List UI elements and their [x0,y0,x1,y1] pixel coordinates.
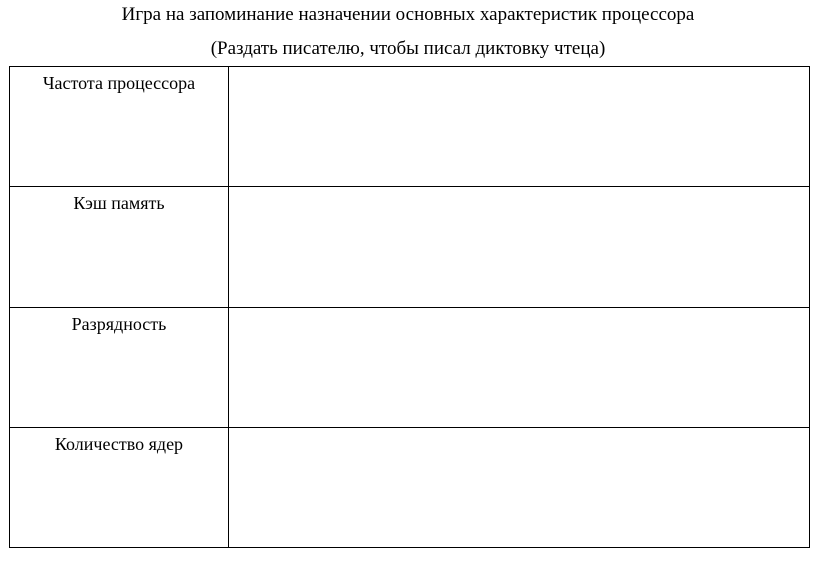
answer-cell[interactable] [229,307,810,427]
row-label-cell [10,67,229,187]
row-label: Разрядность [71,313,167,334]
answer-cell[interactable] [229,67,810,187]
page-title: Игра на запоминание назначении основных характеристик процессора [121,4,695,25]
row-label: Количество ядер [54,433,184,454]
row-label-cell [10,187,229,307]
characteristics-table [9,66,810,548]
table-row [10,307,810,427]
table-row [10,67,810,187]
row-label-cell [10,427,229,547]
page-subtitle: (Раздать писателю, чтобы писал диктовку чтеца) [210,38,606,59]
table-row [10,427,810,547]
row-label-cell [10,307,229,427]
row-label: Кэш память [73,193,165,214]
row-label: Частота процессора [42,73,196,93]
answer-cell[interactable] [229,187,810,307]
table-row [10,187,810,307]
answer-cell[interactable] [229,427,810,547]
